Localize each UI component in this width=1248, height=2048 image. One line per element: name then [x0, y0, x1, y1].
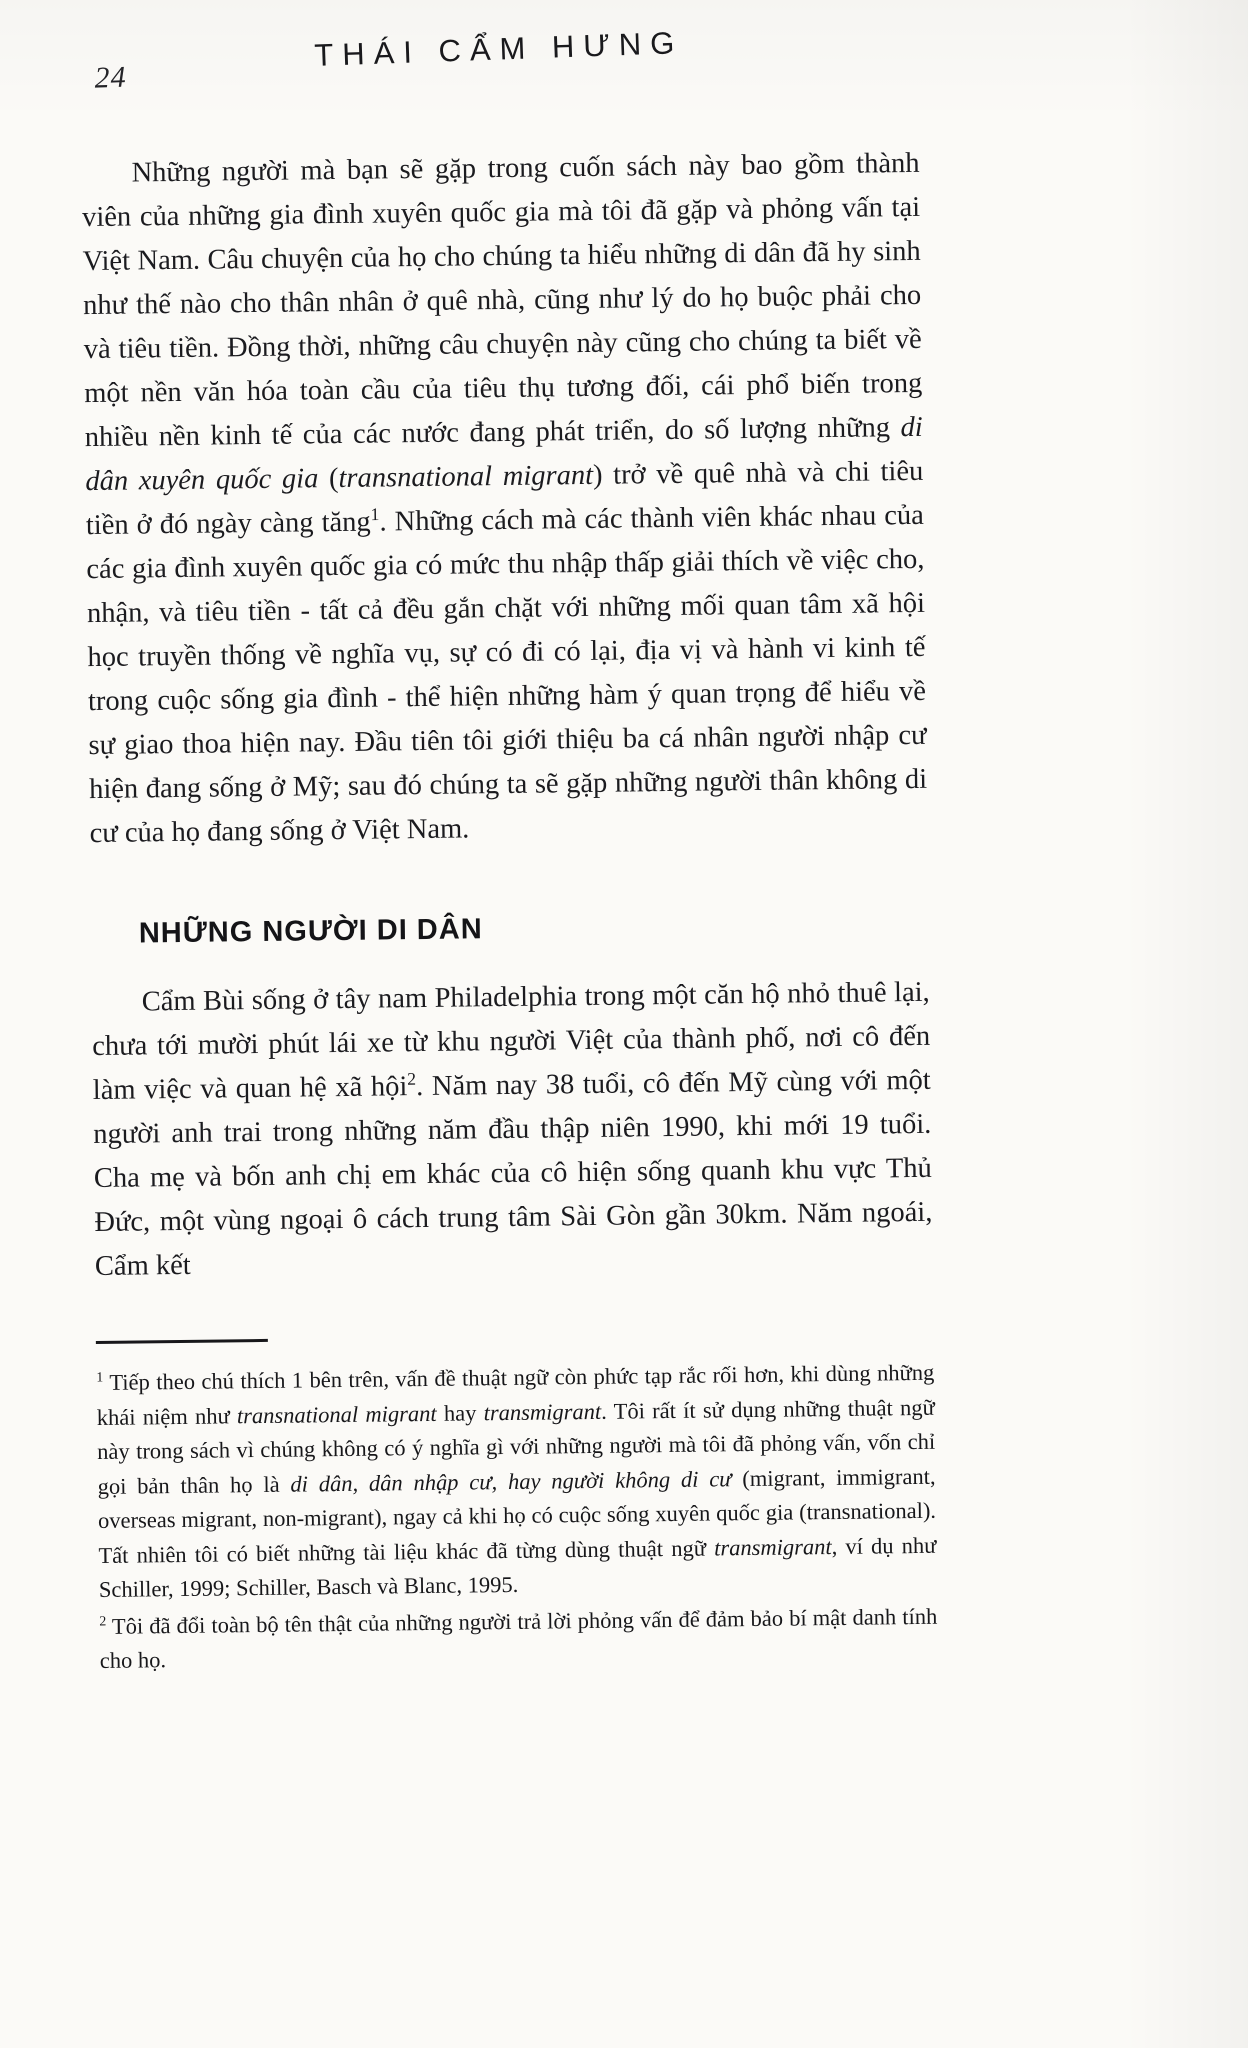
body-paragraph-1: Những người mà bạn sẽ gặp trong cuốn sách này bao gồm thành viên của những gia đình xuyên quốc gia mà tôi đã gặp và phỏng vấn tại Việt Nam. Câu chuyện của họ cho chúng ta hiểu những di dân đã hy sinh như thế nào cho thân nhân ở quê nhà, cũng như lý do họ buộc phải cho và tiêu tiền. Đồng thời, những câu chuyện này cũng cho chúng ta biết về một nền văn hóa toàn cầu của tiêu thụ tương đối, cái phổ biến trong nhiều nền kinh tế của các nước đang phát triển, do số lượng những di dân xuyên quốc gia (transnational migrant) trở về quê nhà và chi tiêu tiền ở đó ngày càng tăng$^1$. Những cách mà các thành viên khác nhau của các gia đình xuyên quốc gia có mức thu nhập thấp giải thích về việc cho, nhận, và tiêu tiền - tất cả đều gắn chặt với những mối quan tâm xã hội học truyền thống về nghĩa vụ, sự có đi có lại, địa vị và hành vi kinh tế trong cuộc sống gia đình - thể hiện những hàm ý quan trọng để hiểu về sự giao thoa hiện nay. Đầu tiên tôi giới thiệu ba cá nhân người nhập cư hiện đang sống ở Mỹ; sau đó chúng ta sẽ gặp những người thân không di cư của họ đang sống ở Việt Nam.	[81, 147, 928, 850]
footnote-rule	[96, 1339, 268, 1344]
section-heading: NHỮNG NGƯỜI DI DÂN	[138, 913, 483, 950]
page-number: 24	[93, 60, 128, 95]
running-header-title: THÁI CẨM HƯNG	[313, 25, 684, 73]
body-paragraph-2: Cẩm Bùi sống ở tây nam Philadelphia trong một căn hộ nhỏ thuê lại, chưa tới mười phút lái xe từ khu người Việt của thành phố, nơi cô đến làm việc và quan hệ xã hội$^2$. Năm nay 38 tuổi, cô đến Mỹ cùng với một người anh trai trong những năm đầu thập niên 1990, khi mới 19 tuổi. Cha mẹ và bốn anh chị em khác của cô hiện sống quanh khu vực Thủ Đức, một vùng ngoại ô cách trung tâm Sài Gòn gần 30km. Năm ngoái, Cẩm kết	[92, 976, 933, 1283]
footnote-2: $^2$ Tôi đã đổi toàn bộ tên thật của những người trả lời phỏng vấn để đảm bảo bí mật danh tính cho họ.	[99, 1603, 938, 1674]
running-head	[79, 11, 919, 104]
footnote-1: $^1$ Tiếp theo chú thích 1 bên trên, vấn đề thuật ngữ còn phức tạp rắc rối hơn, khi dùng những khái niệm như transnational migrant hay transmigrant. Tôi rất ít sử dụng những thuật ngữ này trong sách vì chúng không có ý nghĩa gì với những người mà tôi đã phỏng vấn, vốn chỉ gọi bản thân họ là di dân, dân nhập cư, hay người không di cư (migrant, immigrant, overseas migrant, non-migrant), ngay cả khi họ có cuộc sống xuyên quốc gia (transnational). Tất nhiên tôi có biết những tài liệu khác đã từng dùng thuật ngữ transmigrant, ví dụ như Schiller, 1999; Schiller, Basch và Blanc, 1995.	[96, 1359, 937, 1603]
page-content	[80, 25, 938, 1681]
